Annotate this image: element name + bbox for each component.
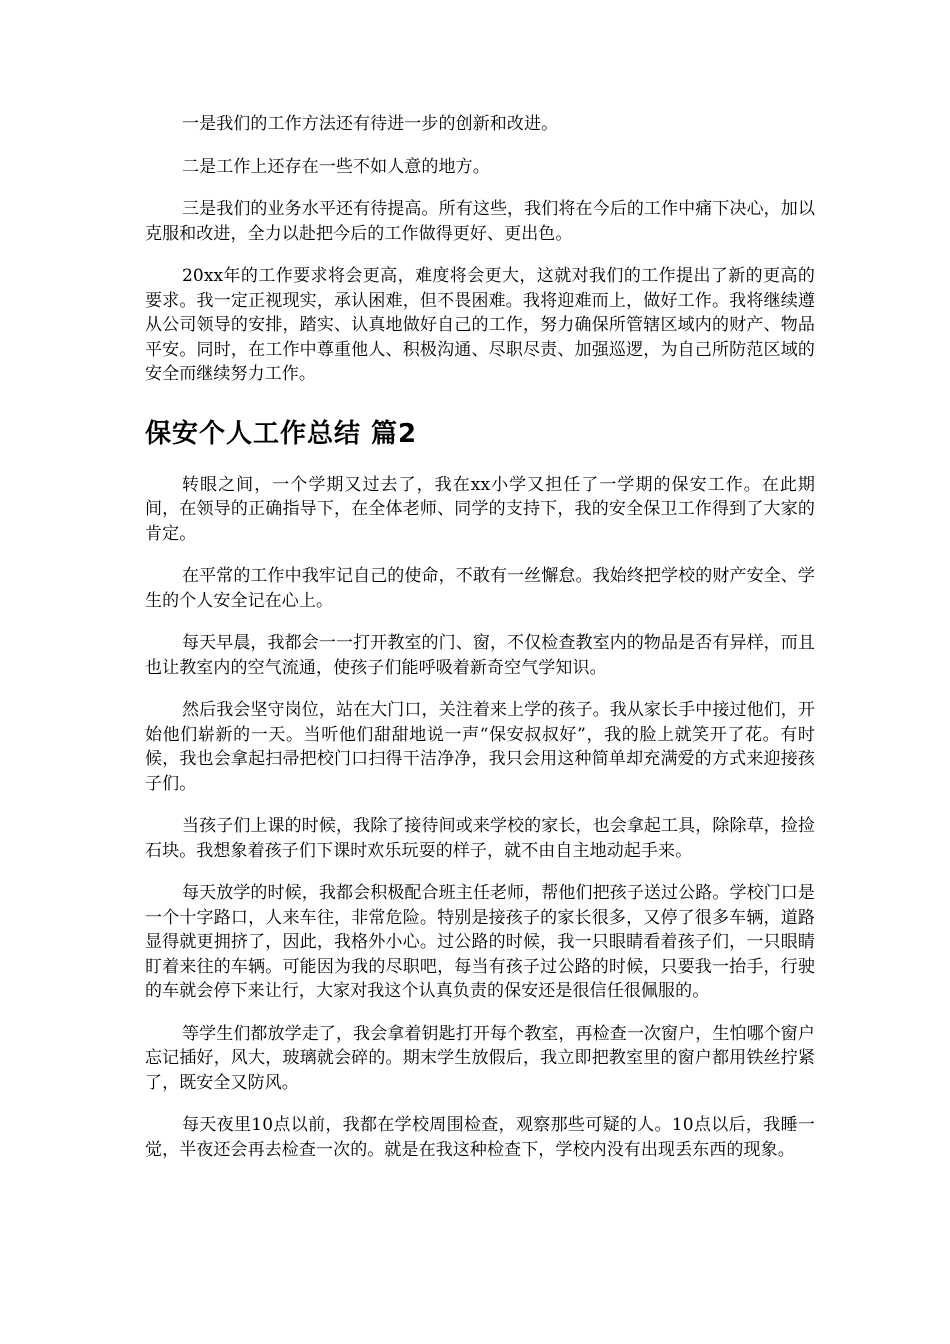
paragraph: 每天夜里10点以前，我都在学校周围检查，观察那些可疑的人。10点以后，我睡一觉，半夜还会再去检查一次的。就是在我这种检查下，学校内没有出现丢东西的现象。 — [145, 1115, 815, 1160]
paragraph: 一是我们的工作方法还有待进一步的创新和改进。 — [182, 114, 559, 134]
paragraph: 当孩子们上课的时候，我除了接待间或来学校的家长，也会拿起工具，除除草，捡捡石块。我想象着孩子们下课时欢乐玩耍的样子，就不由自主地动起手来。 — [145, 816, 815, 861]
paragraph: 每天早晨，我都会一一打开教室的门、窗，不仅检查教室内的物品是否有异样，而且也让教室内的空气流通，使孩子们能呼吸着新奇空气学知识。 — [145, 633, 815, 678]
paragraph: 每天放学的时候，我都会积极配合班主任老师，帮他们把孩子送过公路。学校门口是一个十字路口，人来车往，非常危险。特别是接孩子的家长很多，又停了很多车辆，道路显得就更拥挤了，因此，我格外小心。过公路的时候，我一只眼睛看着孩子们，一只眼睛盯着来往的车辆。可能因为我的尽职吧，每当有孩子过公路的时候，只要我一抬手，行驶的车就会停下来让行，大家对我这个认真负责的保安还是很信任很佩服的。 — [145, 883, 815, 1001]
paragraph: 在平常的工作中我牢记自己的使命，不敢有一丝懈怠。我始终把学校的财产安全、学生的个人安全记在心上。 — [145, 566, 815, 611]
paragraph: 20xx年的工作要求将会更高，难度将会更大，这就对我们的工作提出了新的更高的要求。我一定正视现实，承认困难，但不畏困难。我将迎难而上，做好工作。我将继续遵从公司领导的安排，踏实、认真地做好自己的工作，努力确保所管辖区域内的财产、物品平安。同时，在工作中尊重他人、积极沟通、尽职尽责、加强巡逻，为自己所防范区域的安全而继续努力工作。 — [145, 266, 815, 384]
paragraph: 然后我会坚守岗位，站在大门口，关注着来上学的孩子。我从家长手中接过他们，开始他们崭新的一天。当听他们甜甜地说一声“保安叔叔好”，我的脸上就笑开了花。有时候，我也会拿起扫帚把校门口扫得干洁净净，我只会用这种简单却充满爱的方式来迎接孩子们。 — [145, 700, 815, 794]
section-title: 保安个人工作总结 篇2 — [145, 418, 418, 449]
paragraph: 三是我们的业务水平还有待提高。所有这些，我们将在今后的工作中痛下决心，加以克服和改进，全力以赴把今后的工作做得更好、更出色。 — [145, 199, 815, 244]
paragraph: 等学生们都放学走了，我会拿着钥匙打开每个教室，再检查一次窗户，生怕哪个窗户忘记插好，风大，玻璃就会碎的。期末学生放假后，我立即把教室里的窗户都用铁丝拧紧了，既安全又防风。 — [145, 1023, 815, 1093]
paragraph: 二是工作上还存在一些不如人意的地方。 — [182, 156, 490, 177]
paragraph: 转眼之间，一个学期又过去了，我在xx小学又担任了一学期的保安工作。在此期间，在领导的正确指导下，在全体老师、同学的支持下，我的安全保卫工作得到了大家的肯定。 — [145, 474, 815, 544]
document-page — [145, 112, 815, 1162]
